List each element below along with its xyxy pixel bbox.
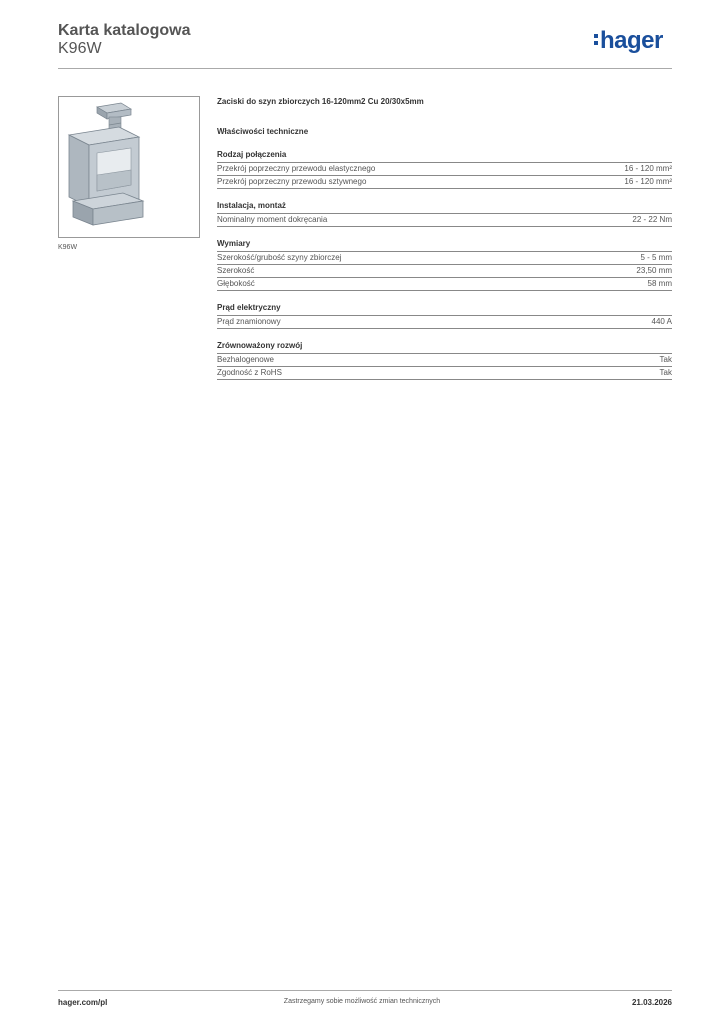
spec-row [217, 175, 672, 189]
spec-value: 22 - 22 Nm [632, 215, 672, 224]
spec-value: Tak [659, 368, 672, 377]
image-caption: K96W [58, 244, 78, 251]
spec-group-installation [217, 199, 672, 227]
specs-column [217, 96, 672, 380]
page-title: Karta katalogowa [58, 22, 191, 39]
spec-label: Głębokość [217, 279, 255, 288]
spec-label: Nominalny moment dokręcania [217, 215, 328, 224]
spec-group-connection [217, 148, 672, 189]
footer-date: 21.03.2026 [631, 998, 672, 1007]
group-title: Wymiary [217, 239, 251, 248]
spec-label: Prąd znamionowy [217, 317, 281, 326]
header-divider [58, 68, 672, 69]
spec-value: 58 mm [647, 279, 672, 288]
group-title: Instalacja, montaż [217, 201, 286, 210]
product-description: Zaciski do szyn zbiorczych 16-120mm2 Cu 20/30x5mm [217, 97, 424, 106]
footer-divider [58, 990, 672, 991]
spec-group-dimensions [217, 237, 672, 291]
spec-label: Szerokość/grubość szyny zbiorczej [217, 253, 342, 262]
footer-website-link[interactable]: hager.com/pl [58, 998, 108, 1007]
spec-value: 16 - 120 mm² [624, 177, 672, 186]
spec-value: 440 A [651, 317, 672, 326]
spec-row [217, 213, 672, 227]
spec-rows [217, 162, 672, 189]
spec-rows [217, 315, 672, 329]
spec-rows [217, 213, 672, 227]
spec-row [217, 162, 672, 175]
spec-label: Przekrój poprzeczny przewodu elastycznego [217, 164, 376, 173]
spec-value: 16 - 120 mm² [624, 164, 672, 173]
spec-label: Szerokość [217, 266, 255, 275]
spec-group-sustainability [217, 339, 672, 380]
spec-row [217, 366, 672, 380]
spec-row [217, 353, 672, 366]
spec-row [217, 277, 672, 291]
technical-properties-heading: Właściwości techniczne [217, 127, 309, 136]
spec-row [217, 264, 672, 277]
spec-label: Bezhalogenowe [217, 355, 274, 364]
product-image [58, 96, 200, 238]
spec-label: Przekrój poprzeczny przewodu sztywnego [217, 177, 367, 186]
spec-group-electrical [217, 301, 672, 329]
hager-logo: hager [594, 27, 663, 55]
product-code: K96W [58, 40, 102, 57]
spec-value: 5 - 5 mm [640, 253, 672, 262]
group-title: Prąd elektryczny [217, 303, 281, 312]
spec-rows [217, 251, 672, 291]
group-title: Rodzaj połączenia [217, 150, 287, 159]
spec-value: Tak [659, 355, 672, 364]
group-title: Zrównoważony rozwój [217, 341, 303, 350]
spec-row [217, 315, 672, 329]
spec-value: 23,50 mm [636, 266, 672, 275]
logo-dots-icon [594, 32, 598, 46]
spec-rows [217, 353, 672, 380]
busbar-clamp-icon [59, 97, 199, 237]
footer-disclaimer: Zastrzegamy sobie możliwość zmian technicznych [283, 998, 441, 1005]
spec-row [217, 251, 672, 264]
spec-label: Zgodność z RoHS [217, 368, 282, 377]
